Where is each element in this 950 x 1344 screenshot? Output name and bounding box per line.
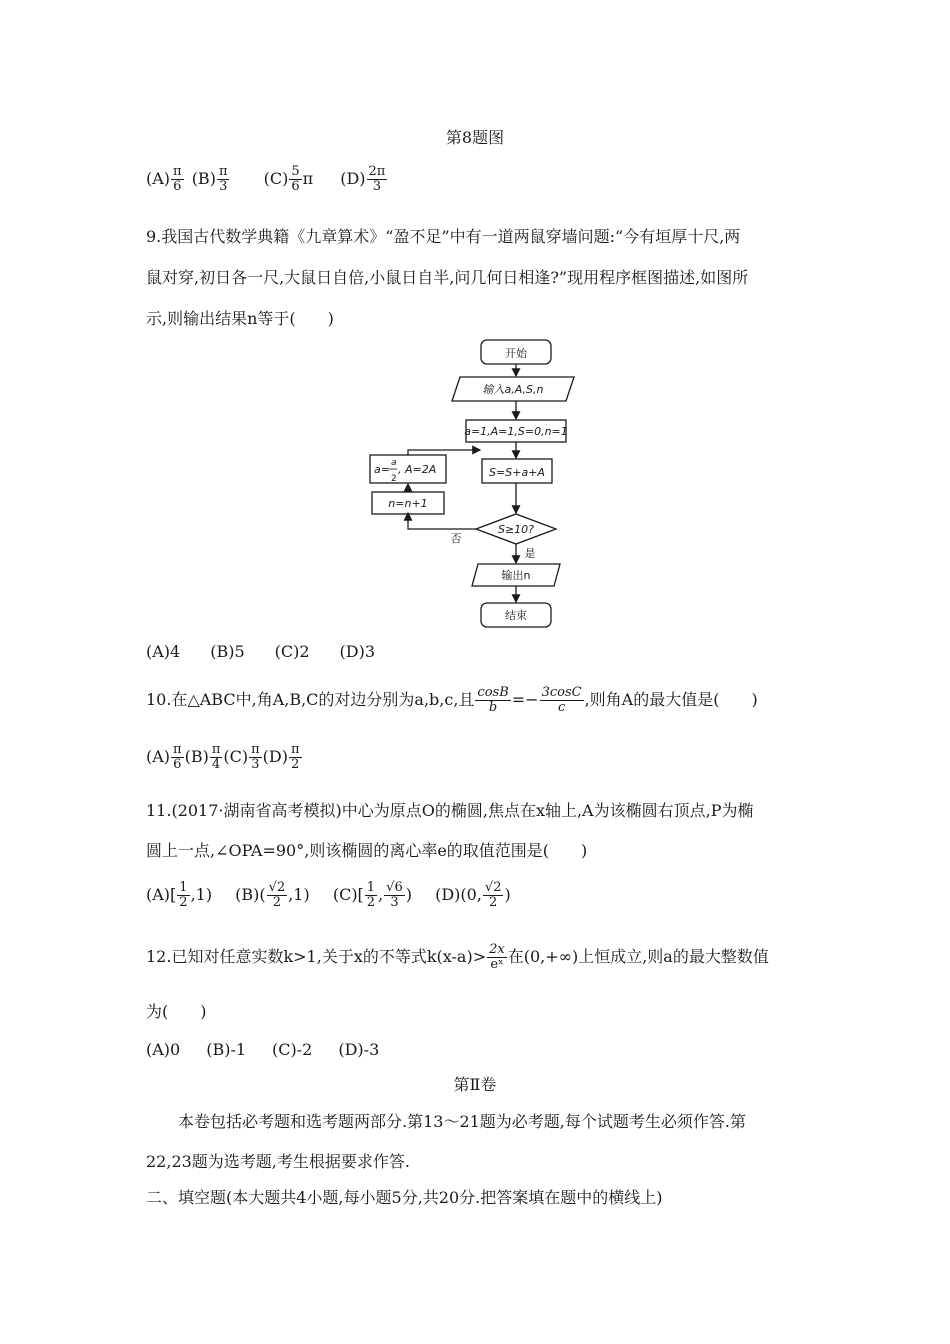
figure-caption: 第8题图 (445, 128, 505, 147)
q11-option-d: (D)(0, $\frac{√2}{2}$ ) (435, 880, 511, 910)
q12-stem: 12.已知对任意实数k>1,关于x的不等式k(x-a)> $\frac{2x}{\text{eˣ}}$ 在(0,+∞)上恒成立,则a的最大整数值 (146, 942, 769, 972)
q12-option-c: (C)-2 (272, 1040, 313, 1059)
q8-option-b: (B) $\frac{\pi}{3}$ (191, 164, 228, 194)
q9-options (146, 642, 389, 662)
flow-update-a-prefix: a= (374, 463, 390, 476)
q8-option-a: (A) $\frac{\pi}{6}$ (146, 164, 182, 194)
part2-desc-line-2: 22,23题为选考题,考生根据要求作答. (146, 1152, 410, 1171)
q12-options (146, 1040, 393, 1060)
q10-option-a: (A) $\frac{\pi}{6}$ (146, 742, 182, 772)
q9-option-c: (C)2 (274, 642, 310, 661)
q11-option-b: (B)( $\frac{√2}{2}$ ,1) (235, 880, 310, 910)
flow-update-a-suffix: , A=2A (398, 463, 437, 476)
part2-desc-line-1: 本卷包括必考题和选考题两部分.第13～21题为必考题,每个试题考生必须作答.第 (178, 1112, 746, 1131)
flow-end-label: 结束 (505, 609, 527, 622)
section-heading: 二、填空题(本大题共4小题,每小题5分,共20分.把答案填在题中的横线上) (146, 1188, 663, 1207)
flow-input-label: 输入a,A,S,n (482, 383, 544, 396)
q9-line-1: 9.我国古代数学典籍《九章算术》“盈不足”中有一道两鼠穿墙问题:“今有垣厚十尺,两 (146, 227, 741, 246)
q10-options (146, 740, 303, 774)
q11-option-a: (A)[ $\frac{1}{2}$ ,1) (146, 880, 213, 910)
q8-option-c: (C) $\frac{5}{6}$ π (263, 164, 314, 194)
flow-output-label: 输出n (501, 569, 531, 582)
q9-option-b: (B)5 (210, 642, 245, 661)
q10-option-c: (C) $\frac{\pi}{3}$ (223, 742, 260, 772)
flow-no-label: 否 (450, 532, 462, 545)
q10-option-b: (B) $\frac{\pi}{4}$ (184, 742, 221, 772)
flow-condition-label: S≥10? (497, 523, 535, 536)
q11-line-2: 圆上一点,∠OPA=90°,则该椭圆的离心率e的取值范围是( ) (146, 841, 588, 860)
q10-stem: 10.在△ABC中,角A,B,C的对边分别为a,b,c,且 $\frac{\cos B}{b}$ =− $\frac{3\cos C}{c}$ ,则角A的最大值是( ) (146, 685, 758, 715)
q9-line-3: 示,则输出结果n等于( ) (146, 309, 334, 328)
q12-option-b: (B)-1 (206, 1040, 247, 1059)
part2-title: 第Ⅱ卷 (453, 1075, 497, 1094)
q9-option-d: (D)3 (339, 642, 376, 661)
q9-option-a: (A)4 (146, 642, 181, 661)
flow-yes-label: 是 (524, 547, 536, 560)
q11-option-c: (C)[ $\frac{1}{2}$ , $\frac{√6}{3}$ ) (332, 880, 412, 910)
flowchart (360, 335, 600, 630)
q11-options (146, 878, 511, 912)
flow-init-label: a=1,A=1,S=0,n=1 (464, 425, 568, 438)
q12-line-2: 为( ) (146, 1002, 207, 1021)
flow-increment-label: n=n+1 (388, 497, 428, 510)
q8-options (146, 165, 388, 194)
q8-option-d: (D) $\frac{2\pi}{3}$ (340, 164, 386, 194)
flow-update-a-den: 2 (391, 474, 397, 484)
q10-option-d: (D) $\frac{\pi}{2}$ (262, 742, 300, 772)
flow-start-label: 开始 (505, 347, 527, 360)
q11-line-1: 11.(2017·湖南省高考模拟)中心为原点O的椭圆,焦点在x轴上,A为该椭圆右顶点,P为椭 (146, 801, 754, 820)
q12-option-a: (A)0 (146, 1040, 181, 1059)
q9-line-2: 鼠对穿,初日各一尺,大鼠日自倍,小鼠日自半,问几何日相逢?”现用程序框图描述,如图所 (146, 268, 749, 287)
flow-sum-label: S=S+a+A (489, 466, 545, 479)
q12-option-d: (D)-3 (338, 1040, 380, 1059)
flow-update-a-num: a (391, 458, 397, 468)
